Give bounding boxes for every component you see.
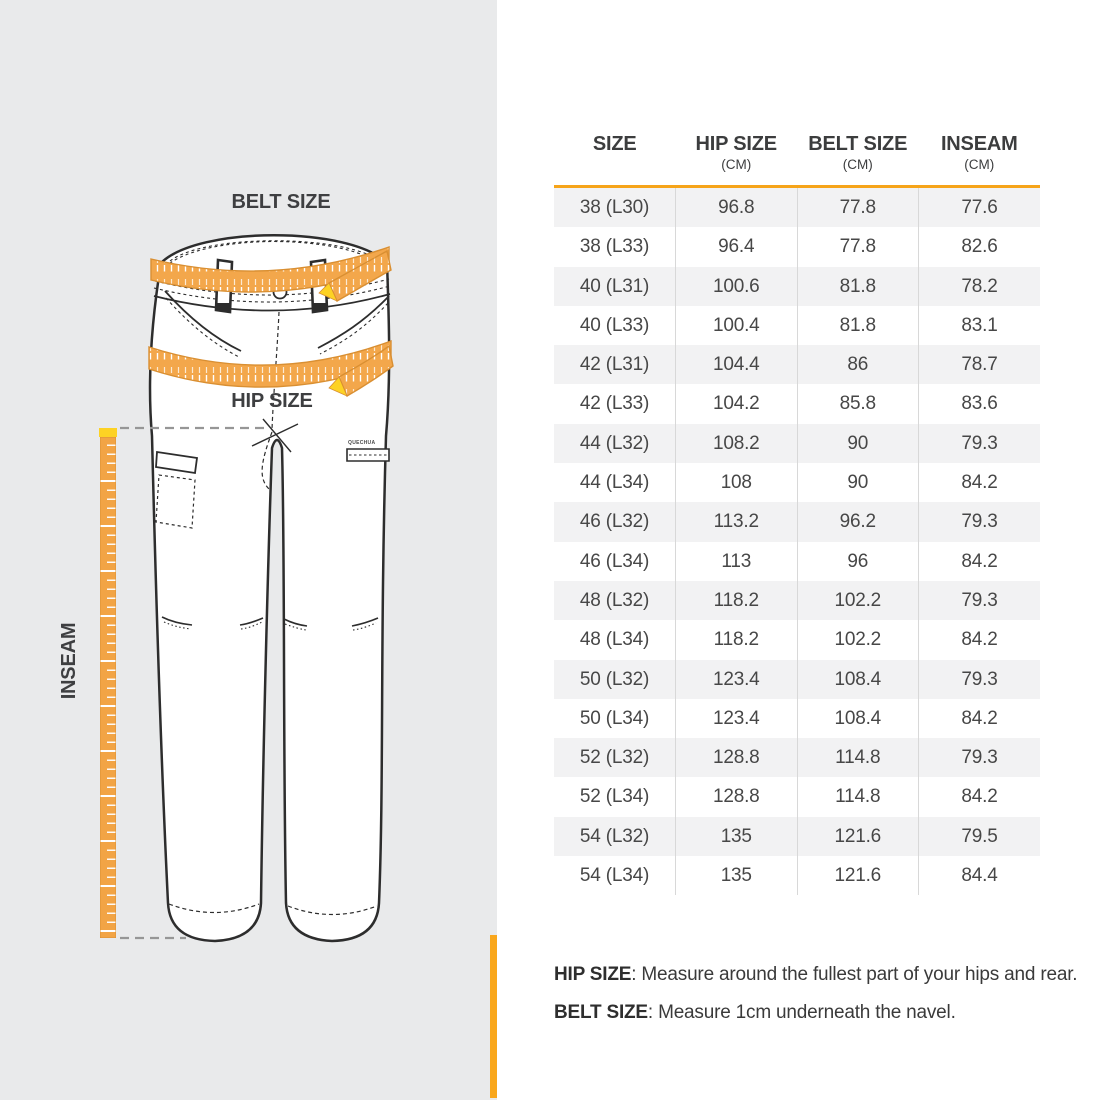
size-cell: 100.6 (676, 267, 798, 306)
table-row (554, 187, 1040, 228)
size-cell: 108 (676, 463, 798, 502)
size-cell: 108.4 (797, 699, 919, 738)
size-cell: 79.3 (919, 502, 1041, 541)
table-row (554, 306, 1040, 345)
size-cell: 104.4 (676, 345, 798, 384)
table-row (554, 424, 1040, 463)
size-cell: 48 (L32) (579, 589, 650, 611)
size-cell: 79.3 (919, 660, 1041, 699)
orange-accent-bar (490, 935, 497, 1098)
size-cell: 46 (L34) (579, 550, 650, 572)
header-cell: BELT SIZE (CM) (797, 131, 919, 187)
size-cell: 85.8 (797, 384, 919, 423)
size-cell: 96.8 (676, 187, 798, 228)
size-cell: 84.2 (919, 699, 1041, 738)
size-cell: 44 (L32) (579, 432, 650, 454)
belt-size-note-label: BELT SIZE (554, 1002, 648, 1023)
table-row (554, 660, 1040, 699)
size-cell: 78.2 (919, 267, 1041, 306)
size-cell: 54 (L32) (579, 825, 650, 847)
size-cell: 102.2 (797, 620, 919, 659)
header-cell: SIZE (592, 133, 637, 155)
size-cell: 84.2 (919, 542, 1041, 581)
size-cell: 118.2 (676, 581, 798, 620)
table-row (554, 227, 1040, 266)
header-unit: (CM) (721, 157, 752, 172)
size-cell: 100.4 (676, 306, 798, 345)
size-cell: 96.2 (797, 502, 919, 541)
size-cell: 79.3 (919, 738, 1041, 777)
header-cell: HIP SIZE (CM) (676, 131, 798, 187)
hip-size-label: HIP SIZE (231, 390, 313, 412)
size-cell: 86 (797, 345, 919, 384)
size-cell: 128.8 (676, 777, 798, 816)
inseam-ruler-cap-icon (99, 428, 117, 437)
hip-size-note-label: HIP SIZE (554, 964, 632, 985)
size-cell: 128.8 (676, 738, 798, 777)
size-cell: 84.2 (919, 620, 1041, 659)
size-cell: 50 (L34) (579, 707, 650, 729)
table-row (554, 699, 1040, 738)
size-cell: 121.6 (797, 856, 919, 895)
table-row (554, 267, 1040, 306)
size-cell: 118.2 (676, 620, 798, 659)
size-cell: 77.8 (797, 187, 919, 228)
size-cell: 40 (L31) (579, 275, 650, 297)
size-cell: 52 (L34) (579, 786, 650, 808)
size-cell: 81.8 (797, 267, 919, 306)
size-cell: 104.2 (676, 384, 798, 423)
table-row (554, 502, 1040, 541)
size-cell: 79.5 (919, 817, 1041, 856)
header-cell: INSEAM (CM) (919, 131, 1041, 187)
size-cell: 46 (L32) (579, 511, 650, 533)
size-cell: 79.3 (919, 581, 1041, 620)
size-cell: 84.2 (919, 777, 1041, 816)
size-cell: 135 (676, 856, 798, 895)
table-row (554, 581, 1040, 620)
size-cell: 78.7 (919, 345, 1041, 384)
size-cell: 113 (676, 542, 798, 581)
hip-size-note (554, 962, 1094, 987)
size-cell: 40 (L33) (579, 314, 650, 336)
size-cell: 108.4 (797, 660, 919, 699)
size-cell: 42 (L31) (579, 354, 650, 376)
table-row (554, 856, 1040, 895)
size-cell: 42 (L33) (579, 393, 650, 415)
table-row (554, 738, 1040, 777)
header-unit: (CM) (964, 157, 995, 172)
size-cell: 77.8 (797, 227, 919, 266)
size-cell: 82.6 (919, 227, 1041, 266)
pants-diagram-icon (0, 0, 497, 1100)
brand-label: QUECHUA (348, 440, 376, 446)
size-cell: 38 (L33) (579, 236, 650, 258)
size-cell: 83.6 (919, 384, 1041, 423)
table-row (554, 345, 1040, 384)
size-cell: 54 (L34) (579, 865, 650, 887)
size-cell: 114.8 (797, 738, 919, 777)
size-cell: 135 (676, 817, 798, 856)
size-cell: 79.3 (919, 424, 1041, 463)
size-cell: 84.4 (919, 856, 1041, 895)
size-cell: 114.8 (797, 777, 919, 816)
table-row (554, 463, 1040, 502)
header-unit: (CM) (842, 157, 873, 172)
size-cell: 96 (797, 542, 919, 581)
table-row (554, 620, 1040, 659)
inseam-label: INSEAM (57, 622, 80, 700)
size-table (554, 131, 1040, 895)
size-cell: 90 (797, 424, 919, 463)
measurement-diagram-panel (0, 0, 497, 1100)
table-row (554, 817, 1040, 856)
size-cell: 108.2 (676, 424, 798, 463)
size-cell: 121.6 (797, 817, 919, 856)
size-cell: 102.2 (797, 581, 919, 620)
size-table-header (554, 131, 1040, 187)
measurement-notes (554, 962, 1094, 1038)
size-cell: 113.2 (676, 502, 798, 541)
size-cell: 123.4 (676, 660, 798, 699)
size-cell: 96.4 (676, 227, 798, 266)
belt-size-note (554, 1000, 1094, 1025)
size-cell: 44 (L34) (579, 472, 650, 494)
table-row (554, 542, 1040, 581)
size-cell: 48 (L34) (579, 629, 650, 651)
size-cell: 50 (L32) (579, 668, 650, 690)
belt-size-note-text: : Measure 1cm underneath the navel. (647, 1002, 956, 1023)
hip-size-note-text: : Measure around the fullest part of your hips and rear. (631, 964, 1078, 985)
belt-size-label: BELT SIZE (231, 191, 331, 213)
table-row (554, 777, 1040, 816)
size-cell: 52 (L32) (579, 747, 650, 769)
size-cell: 123.4 (676, 699, 798, 738)
table-row (554, 384, 1040, 423)
size-cell: 83.1 (919, 306, 1041, 345)
size-cell: 77.6 (919, 187, 1041, 228)
inseam-ruler-icon (100, 437, 116, 938)
size-cell: 84.2 (919, 463, 1041, 502)
size-cell: 38 (L30) (579, 197, 650, 218)
size-cell: 81.8 (797, 306, 919, 345)
size-cell: 90 (797, 463, 919, 502)
